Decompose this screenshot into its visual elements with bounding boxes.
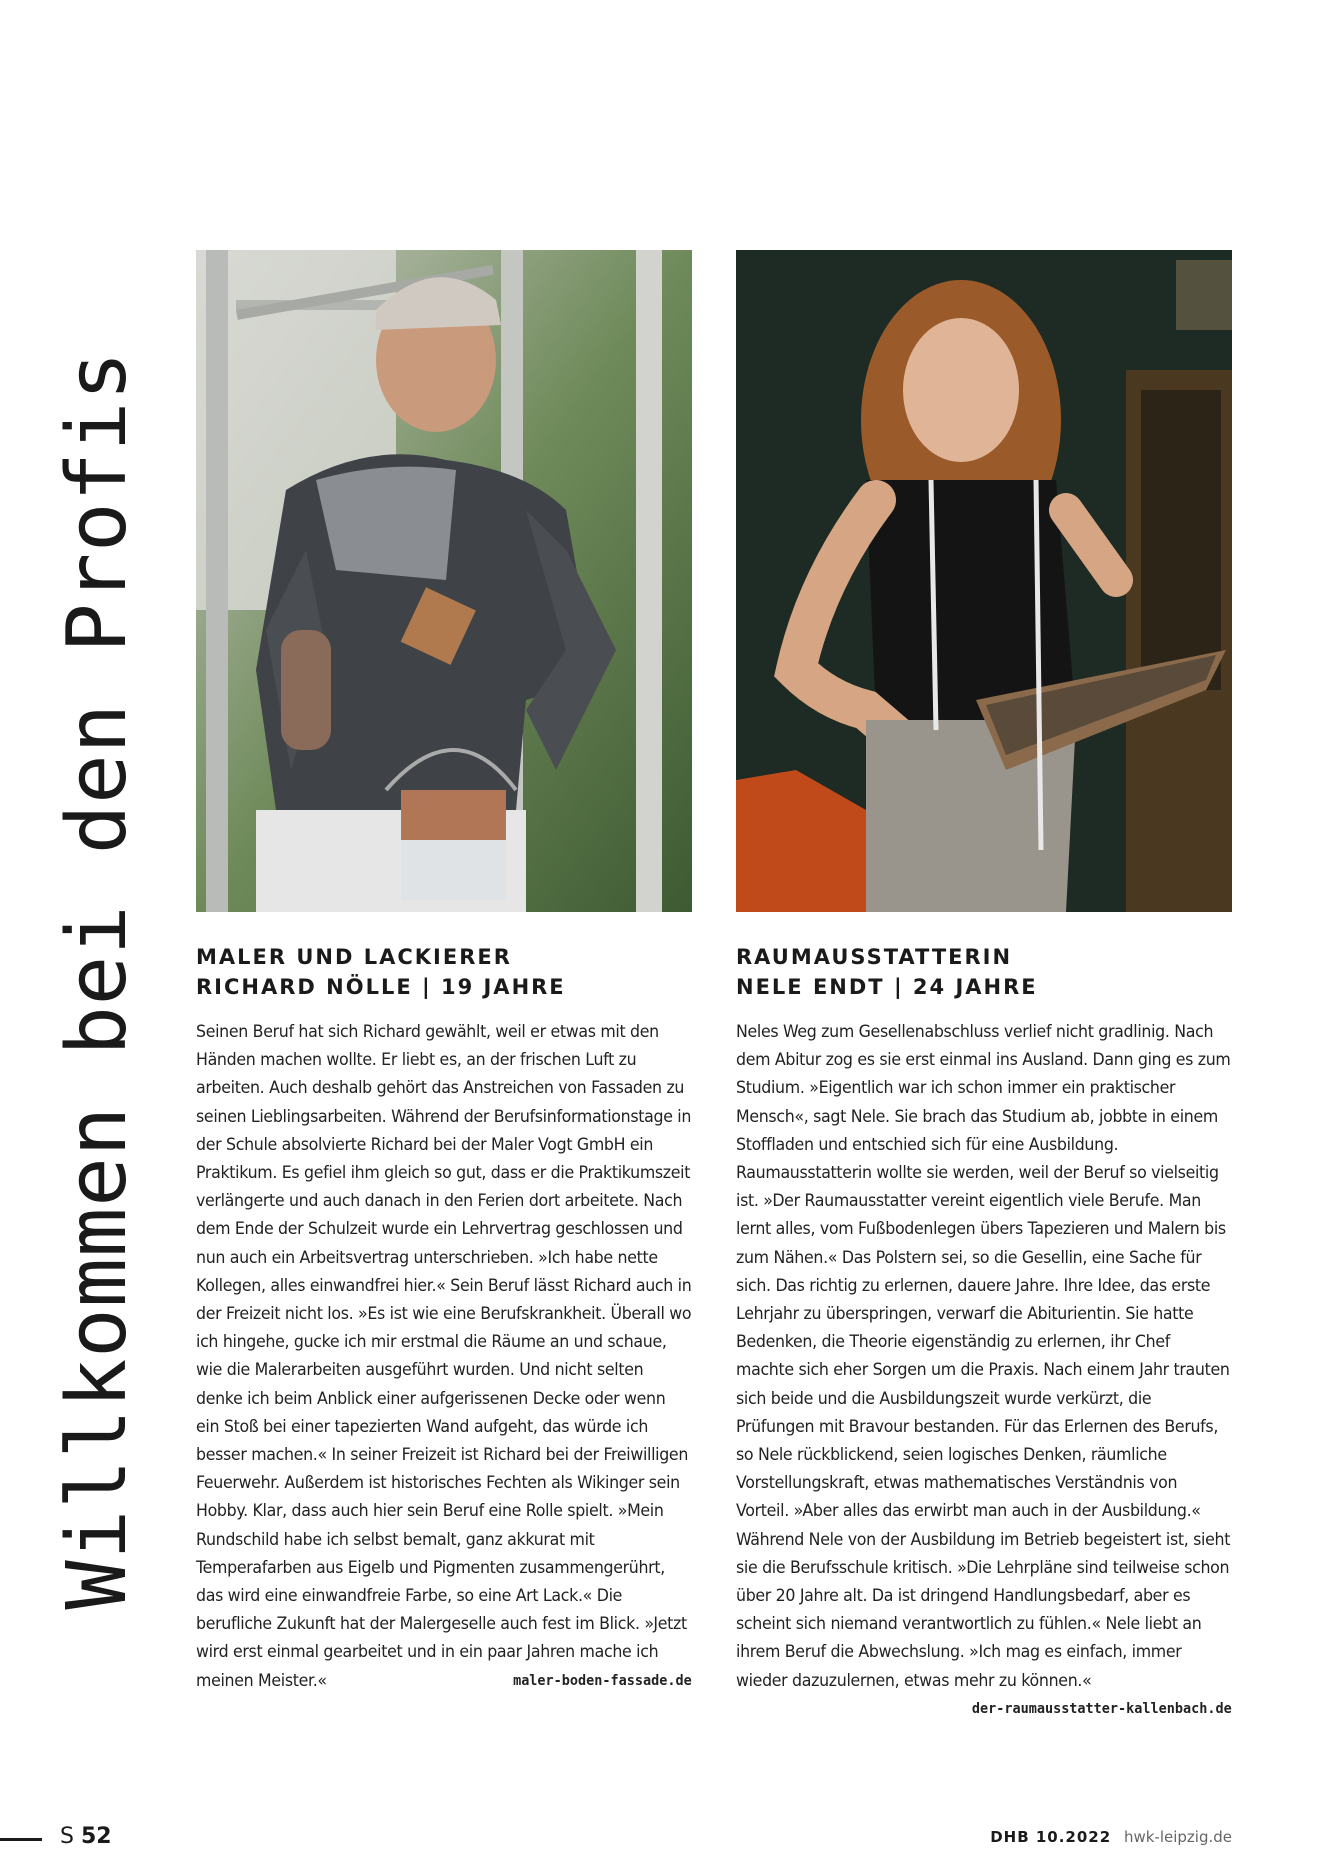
- page-title: Willkommen bei den Profis: [50, 350, 145, 1610]
- page-prefix: S: [60, 1824, 74, 1849]
- body-left: [196, 1018, 692, 1695]
- footer-credit: [990, 1828, 1232, 1846]
- photo-nele: [736, 250, 1232, 912]
- photo-richard: [196, 250, 692, 912]
- heading-right-job: RAUMAUSSTATTERIN: [736, 945, 1013, 969]
- article-left: [196, 250, 692, 1695]
- heading-left-job: MALER UND LACKIERER: [196, 945, 512, 969]
- footer-site-link[interactable]: hwk-leipzig.de: [1123, 1828, 1232, 1846]
- magazine-issue: DHB 10.2022: [990, 1828, 1112, 1846]
- heading-left: [196, 942, 692, 1002]
- heading-left-name: RICHARD NÖLLE | 19 JAHRE: [196, 975, 566, 999]
- heading-right-name: NELE ENDT | 24 JAHRE: [736, 975, 1038, 999]
- article-right: [736, 250, 1232, 1723]
- url-left-link[interactable]: maler-boden-fassade.de: [513, 1672, 692, 1689]
- page-number: [60, 1824, 112, 1849]
- body-left-text: Seinen Beruf hat sich Richard gewählt, weil er etwas mit den Händen machen wollte. Er liebt es, an der frischen Luft zu arbeiten. Auch deshalb gehört das Anstreichen von Fassaden zu seinen Lieblingsarbeiten. Während der Berufsinformationstage in der Schule absolvierte Richard bei der Maler Vogt GmbH ein Praktikum. Es gefiel ihm gleich so gut, dass er die Praktikumszeit verlängerte und auch danach in den Ferien dort arbeitete. Nach dem Ende der Schulzeit wurde ein Lehrvertrag geschlossen und nun auch ein Arbeitsvertrag unterschrieben. »Ich habe nette Kollegen, alles einwandfrei hier.« Sein Beruf lässt Richard auch in der Freizeit nicht los. »Es ist wie eine Berufskrankheit. Überall wo ich hingehe, gucke ich mir erstmal die Räume an und schaue, wie die Malerarbeiten ausgeführt wurden. Und nicht selten denke ich beim Anblick einer aufgerissenen Decke oder wenn ein Stoß bei einer tapezierten Wand aufgeht, das würde ich besser machen.« In seiner Freizeit ist Richard bei der Freiwilligen Feuerwehr. Außerdem ist historisches Fechten als Wikinger sein Hobby. Klar, dass auch hier sein Beruf eine Rolle spielt. »Mein Rundschild habe ich selbst bemalt, ganz akkurat mit Temperafarben aus Eigelb und Pigmenten zusammengerührt, das wird eine einwandfreie Farbe, so eine Art Lack.« Die berufliche Zukunft hat der Malergeselle auch fest im Blick. »Jetzt wird erst einmal gearbeitet und in ein paar Jahren mache ich meinen Meister.«: [196, 1022, 692, 1691]
- footer-rule: [0, 1838, 42, 1841]
- heading-right: [736, 942, 1232, 1002]
- body-right: [736, 1018, 1232, 1717]
- body-right-text: Neles Weg zum Gesellenabschluss verlief nicht gradlinig. Nach dem Abitur zog es sie erst einmal ins Ausland. Dann ging es zum Studium. »Eigentlich war ich schon immer ein praktischer Mensch«, sagt Nele. Sie brach das Studium ab, jobbte in einem Stoffladen und entschied sich für eine Ausbildung. Raumausstatterin wollte sie werden, weil der Beruf so vielseitig ist. »Der Raumausstatter vereint eigentlich viele Berufe. Man lernt alles, vom Fußbodenlegen übers Tapezieren und Malern bis zum Nähen.« Das Polstern sei, so die Gesellin, eine Sache für sich. Das richtig zu erlernen, dauere Jahre. Ihre Idee, das erste Lehrjahr zu überspringen, verwarf die Abiturientin. Sie hatte Bedenken, die Theorie eigenständig zu erlernen, ihr Chef machte sich eher Sorgen um die Praxis. Nach einem Jahr trauten sich beide und die Ausbildungszeit wurde verkürzt, die Prüfungen mit Bravour bestanden. Für das Erlernen des Berufs, so Nele rückblickend, seien logisches Denken, räumliche Vorstellungskraft, etwas mathematisches Verständnis von Vorteil. »Aber alles das erwirbt man auch in der Ausbildung.« Während Nele von der Ausbildung im Betrieb begeistert ist, sieht sie die Berufsschule kritisch. »Die Lehrpläne sind teilweise schon über 20 Jahre alt. Da ist dringend Handlungsbedarf, aber es scheint sich niemand verantwortlich zu fühlen.« Nele liebt an ihrem Beruf die Abwechslung. »Ich mag es einfach, immer wieder dazuzulernen, etwas mehr zu können.«: [736, 1022, 1231, 1691]
- page-number-value: 52: [80, 1824, 112, 1849]
- url-right-link[interactable]: der-raumausstatter-kallenbach.de: [971, 1700, 1232, 1717]
